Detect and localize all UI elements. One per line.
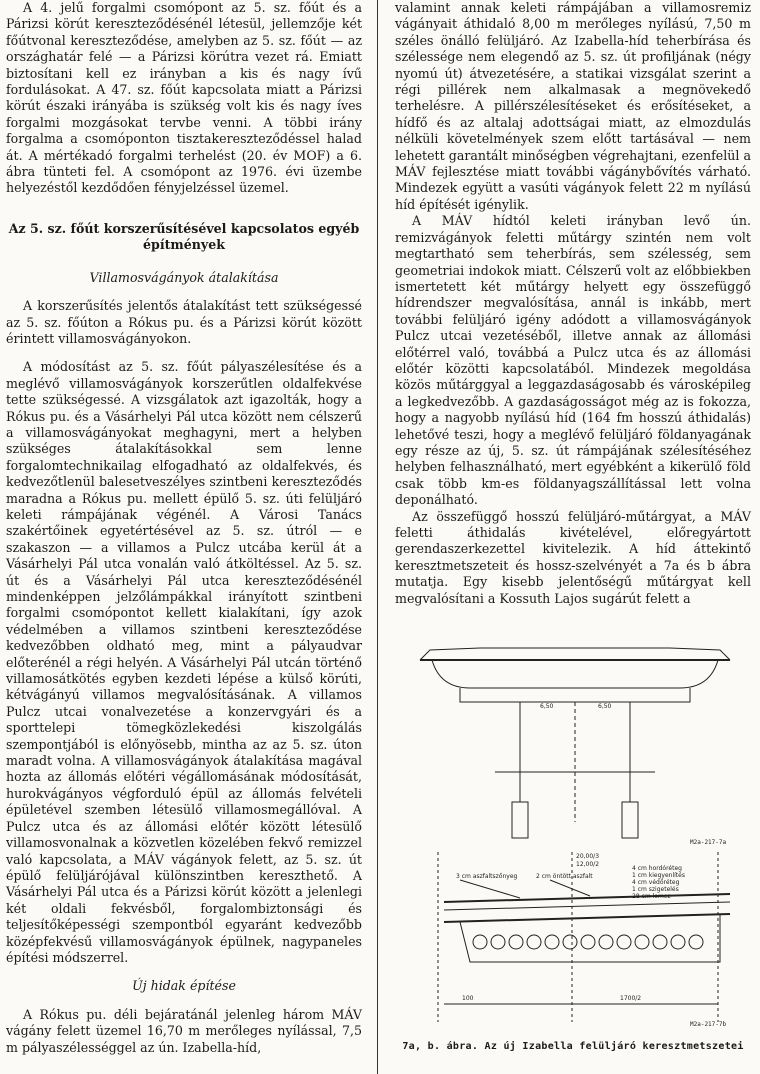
bridges-paragraph-1: A Rókus pu. déli bejáratánál jelenleg három MÁV vágány felett üzemel 16,70 m merőleges nyílással, 7,5 m pályaszélességgel az ún. Izabella-híd, <box>6 1006 362 1055</box>
footing-left <box>512 802 528 838</box>
dim-bottom-1: 100 <box>462 995 474 1002</box>
cross-section-drawing <box>400 622 752 1034</box>
figure-7a <box>420 648 730 838</box>
girder-circles <box>473 935 703 949</box>
subheading-tramways: Villamosvágányok átalakítása <box>89 269 279 285</box>
column-rule <box>377 0 378 1074</box>
intro-paragraph: A 4. jelű forgalmi csomópont az 5. sz. főút és a Párizsi körút kereszteződésénél létesül, jellemzője két főútvonal kereszteződése, amelyben az 5. sz. főút — az országhatár felé — a Párizsi körútra vezet rá. Emiatt biztosítani kell ez irányban a kis és nagy ívű fordulásokat. A 47. sz. főút kapcsolata miatt a Párizsi körút északi irányába is szükség volt kis és nagy íves forgalmi mozgásokat tervbe venni. A többi irány forgalma a csomóponton tisztakereszteződéssel halad át. A mértékadó forgalmi terhelést (20. év MOF) a 6. ábra tünteti fel. A csomópont az 1976. évi üzembe helyezéstől kezdődően fényjelzéssel üzemel. <box>6 0 362 196</box>
label-layer-2: 1 cm kiegyenlítés <box>632 872 685 879</box>
deck-top-outline <box>420 648 730 660</box>
label-layer-4: 1 cm szigetelés <box>632 886 679 893</box>
beam-block <box>460 688 690 702</box>
dim-label-left: 6,50 <box>540 703 554 710</box>
right-column <box>395 0 751 607</box>
tramway-paragraph-2: A módosítást az 5. sz. főút pályaszélesítése és a meglévő villamosvágányok korszerűtlen oldalfekvése tette szükségessé. A vizsgálatok azt igazolták, hogy a Rókus pu. és a Vásárhelyi Pál utca között nem célszerű a villamosvágányokat meghagyni, mert a helyben szükséges átalakításokkal sem lenne forgalomtechnikailag elfogadható az oldalfekvés, és kedvezőtlenül balesetveszélyes szintbeni kereszteződés maradna a Rókus pu. mellett épülő 5. sz. úti felüljáró keleti rámpájának végénél. A Városi Tanács szakértőinek egyetértésével az 5. sz. útról — e szakaszon — a villamos a Pulcz utcába kerül át a Vásárhelyi Pál utca vonalán való átköltéssel. Az 5. sz. út és a Vásárhelyi Pál utca kereszteződésénél mindenképpen jelzőlámpákkal irányított szintbeni forgalmi csomópontot kellett kialakítani, így azok védelmében a villamos szintbeni kereszteződése kedvezőbben oldható meg, mint a pályaudvar előterénél a régi helyén. A Vásárhelyi Pál utcán történő villamosátkötés egyben kezdeti lépése a külső körúti, kétvágányú villamos megvalósításának. A villamos Pulcz utcai vonalvezetése a konzervgyári és a sporttelepi tömegközlekedési kiszolgálás szempontjából is előnyösebb, mintha az az 5. sz. úton maradt volna. A villamosvágányok átalakítása magával hozta az állomás előtéri végállomásának módosítását, hurokvágányos végforduló épül az állomás felvételi épületével szemben létesülő villamosmegállóval. A Pulcz utca és az állomási előtér között létesülő villamosvonalnak a közvetlen közelében fekvő remizzel való kapcsolata, a MÁV vágányok felett, az 5. sz. út épülő felüljárójával különszintben kereszthető. A Vásárhelyi Pál utca és a Párizsi körút között a jelenlegi két oldali fekvésből, forgalombiztonsági és teljesítőképességi szempontból egyaránt kedvezőbb középfekvésű villamosvágányok épülnek, nagypaneles építési módszerrel. <box>6 359 362 965</box>
level-label-1: 20,00/3 <box>576 853 600 860</box>
subheading-new-bridges: Új hidak építése <box>132 978 236 994</box>
leader-2 <box>550 880 590 896</box>
bridge-cross-section-figure <box>400 622 752 1034</box>
label-layer-1: 4 cm hordóréteg <box>632 865 682 872</box>
label-layer-5: 28 cm lemez <box>632 893 671 900</box>
figure-ref-7b: M2a-217-7b <box>690 1021 727 1028</box>
bridges-paragraph-3: A MÁV hídtól keleti irányban levő ún. remizvágányok feletti műtárgy szintén nem volt megtartható sem teherbírás, sem szélesség, sem geometriai indokok miatt. Célszerű volt az előbbiekben ismertetett két műtárgy helyett egy összefüggő hídrendszer megvalósítása, annál is inkább, mert további felüljáró igény adódott a villamosvágányok Pulcz utcai vezetéséből, illetve annak az állomási előtérrel való, továbbá a Pulcz utca és az állomási előtér közötti kapcsolatából. Mindezek megoldása közös műtárggyal a leggazdaságosabb és városképileg a legkedvezőbb. A gazdaságosságot még az is fokozza, hogy a nagyobb nyílású híd (164 fm hosszú áthidalás) lehetővé teszi, hogy a meglévő felüljáró földanyagának egy része az új, 5. sz. út rámpájának szélesítéséhez helyben felhasználható, mert egyébként a kikerülő föld csak több km-es földanyagszállítással lett volna deponálható. <box>395 213 751 508</box>
slab-line <box>444 902 730 910</box>
label-asphalt: 3 cm aszfaltszőnyeg <box>456 873 518 880</box>
deck-underside <box>432 660 718 688</box>
figure-ref-7a: M2a-217-7a <box>690 839 727 846</box>
section-heading: Az 5. sz. főút korszerűsítésével kapcsolatos egyéb építmények <box>8 220 360 253</box>
footing-right <box>622 802 638 838</box>
slab-bottom <box>444 914 730 922</box>
dim-label-right: 6,50 <box>598 703 612 710</box>
bridges-paragraph-2: valamint annak keleti rámpájában a villamosremiz vágányait áthidaló 8,00 m merőleges nyílású, 7,50 m széles önálló felüljáró. Az Izabella-híd teherbírása és szélessége nem elegendő az 5. sz. út profiljának (négy nyomú út) átvezetésére, a statikai vizsgálat szerint a régi pillérek nem alkalmasak a megnövekedő terhelésre. A pillérszélesítéseket és erősítéseket, a hídfő és az altalaj adottságai miatt, az elmozdulás nélküli követelmények szem előtt tartásával — nem lehetett garantált minőségben végrehajtani, ezenfelül a MÁV fejlesztése miatt további vágánybővítés várható. Mindezek együtt a vasúti vágányok felett 22 m nyílású híd építését igénylik. <box>395 0 751 212</box>
bridges-paragraph-4: Az összefüggő hosszú felüljáró-műtárgyat, a MÁV feletti áthidalás kivételével, előregyártott gerendaszerkezettel kivitelezik. A híd áttekintő keresztmetszeteit és hossz-szelvényét a 7a és b ábra mutatja. Egy kisebb jelentőségű műtárgyat kell megvalósítani a Kossuth Lajos sugárút felett a <box>395 508 751 606</box>
dim-bottom-2: 1700/2 <box>620 995 642 1002</box>
level-label-2: 12,00/2 <box>576 861 600 868</box>
label-gussasphalt: 2 cm öntött aszfalt <box>536 873 593 880</box>
label-layer-3: 4 cm védőréteg <box>632 879 680 886</box>
figure-caption: 7a, b. ábra. Az új Izabella felüljáró keresztmetszetei <box>402 1041 744 1052</box>
leader-1 <box>460 880 520 898</box>
tramway-paragraph-1: A korszerűsítés jelentős átalakítást tett szükségessé az 5. sz. főúton a Rókus pu. és a Párizsi körút között érintett villamosvágányokon. <box>6 298 362 346</box>
left-column <box>6 0 362 1056</box>
